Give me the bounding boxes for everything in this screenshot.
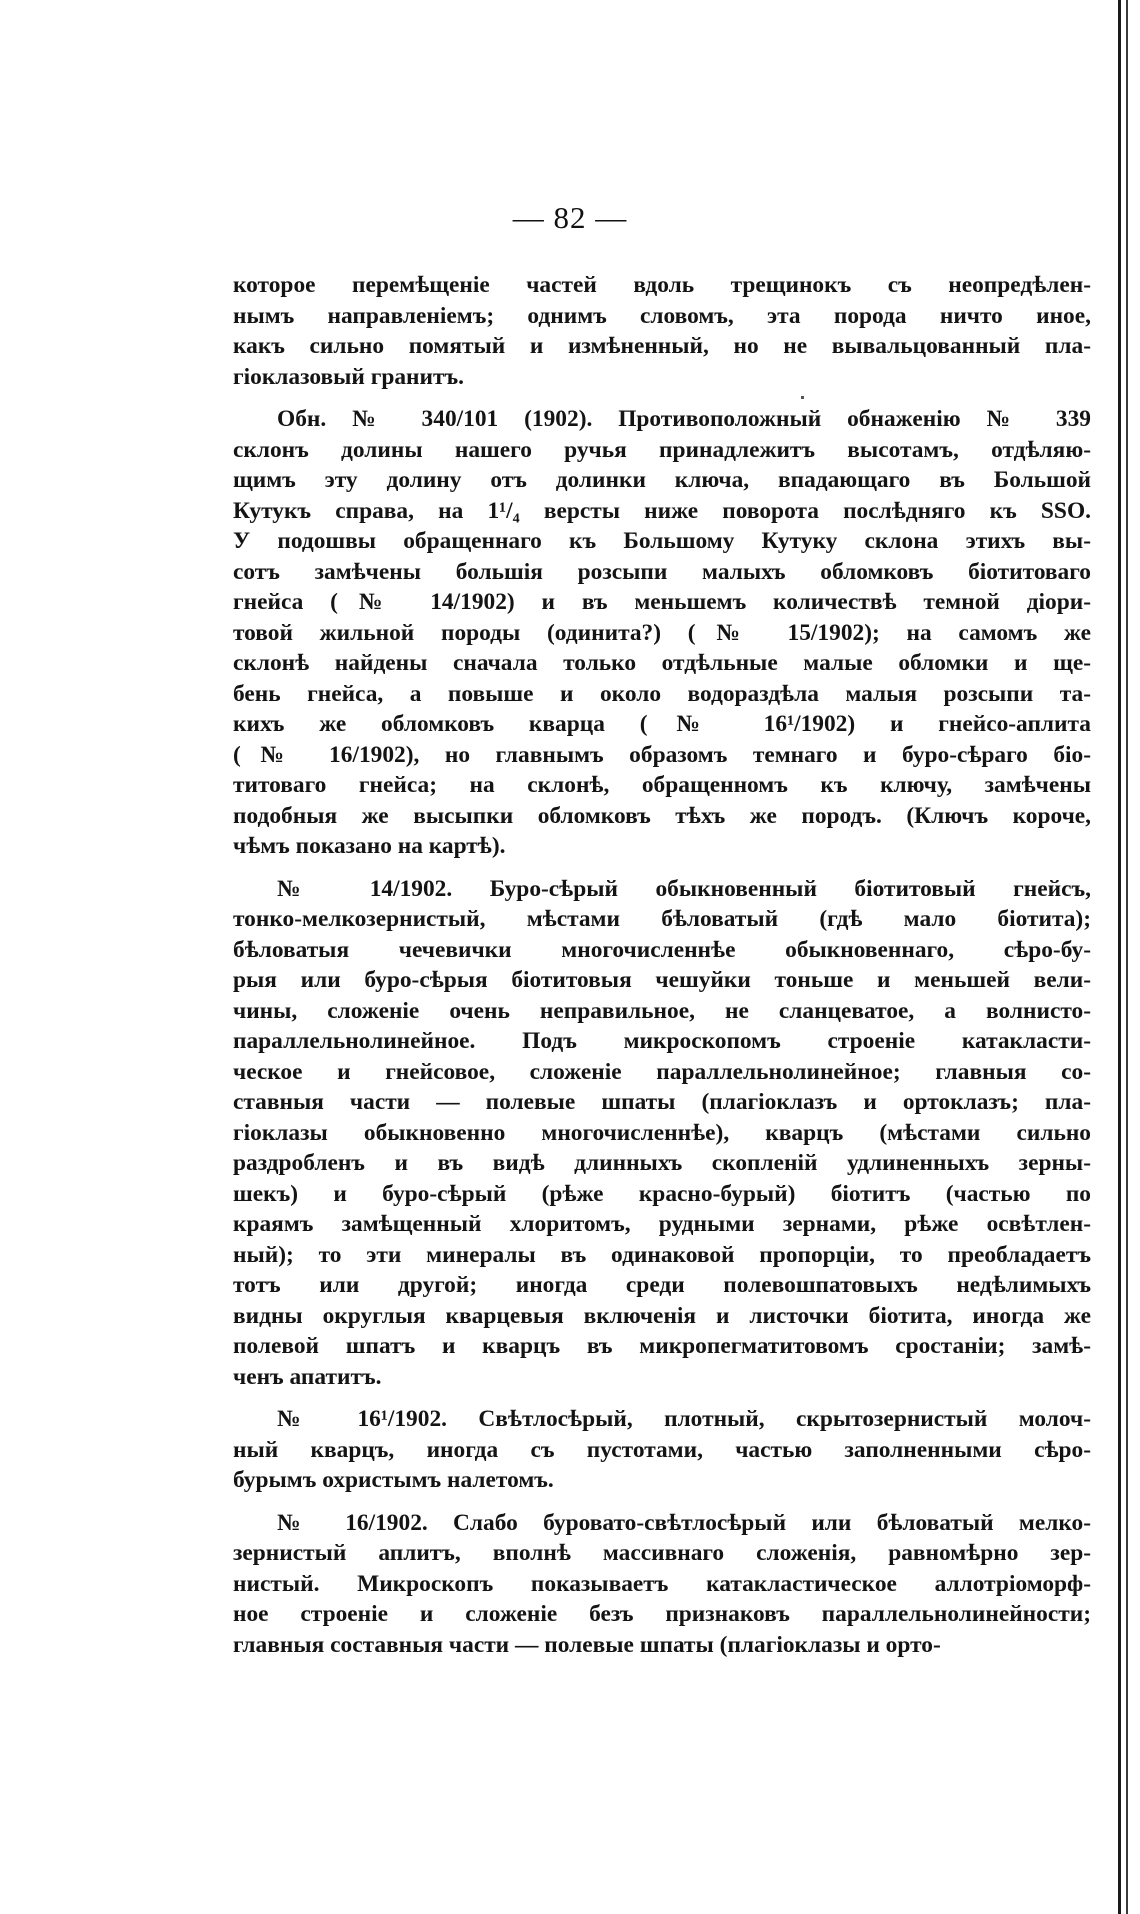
text-line: ное строеніе и сложеніе безъ признаковъ параллельнолинейности; <box>233 1601 1091 1627</box>
text-line: тонко-мелкозернистый, мѣстами бѣловатый (гдѣ мало біотита); <box>233 906 1091 932</box>
text-line: У подошвы обращеннаго къ Большому Кутуку склона этихъ вы- <box>233 528 1091 554</box>
text-line: рыя или буро-сѣрыя біотитовыя чешуйки тоньше и меньшей вели- <box>233 967 1091 993</box>
text-line: ный); то эти минералы въ одинаковой пропорціи, то преобладаетъ <box>233 1241 1091 1268</box>
text-line: нистый. Микроскопъ показываетъ катакластическое аллотріоморф- <box>233 1570 1091 1597</box>
text-line: Обн. № 340/101 (1902). Противоположный обнаженію № 339 <box>277 406 1091 432</box>
text-line: ный кварцъ, иногда съ пустотами, частью заполненными сѣро- <box>233 1436 1091 1463</box>
text-line: зернистый аплитъ, вполнѣ массивнаго сложенія, равномѣрно зер- <box>233 1540 1091 1566</box>
text-line: ченъ апатитъ. <box>233 1363 382 1390</box>
text-line: № 16/1902. Слабо буровато-свѣтлосѣрый или бѣловатый мелко- <box>277 1509 1091 1536</box>
page-number: — 82 — <box>512 200 628 235</box>
text-line: бурымъ охристымъ налетомъ. <box>233 1467 554 1493</box>
text-line: параллельнолинейное. Подъ микроскопомъ строеніе катакласти- <box>233 1028 1091 1054</box>
paragraph <box>233 270 1091 392</box>
text-line: титоваго гнейса; на склонѣ, обращенномъ къ ключу, замѣчены <box>233 772 1091 798</box>
text-line: нымъ направленіемъ; однимъ словомъ, эта порода ничто иное, <box>233 302 1091 329</box>
text-line: тотъ или другой; иногда среди полевошпатовыхъ недѣлимыхъ <box>233 1272 1091 1298</box>
text-line: товой жильной породы (одинита?) (№ 15/1902); на самомъ же <box>233 619 1091 646</box>
text-line: бень гнейса, а повыше и около водораздѣла малыя розсыпи та- <box>233 680 1091 707</box>
text-line: (№ 16/1902), но главнымъ образомъ темнаго и буро-сѣраго біо- <box>233 741 1091 768</box>
text-line: раздробленъ и въ видѣ длинныхъ скопленій удлиненныхъ зерны- <box>233 1150 1091 1176</box>
text-line: № 16¹/1902. Свѣтлосѣрый, плотный, скрытозернистый молоч- <box>277 1406 1091 1432</box>
text-line: полевой шпатъ и кварцъ въ микропегматитовомъ сростаніи; замѣ- <box>233 1333 1091 1359</box>
paragraph <box>233 1508 1091 1661</box>
text-line: которое перемѣщеніе частей вдоль трещинокъ съ неопредѣлен- <box>233 272 1091 298</box>
binding-edge-shadow <box>1118 0 1121 1914</box>
text-line: видны округлыя кварцевыя включенія и листочки біотита, иногда же <box>233 1302 1091 1329</box>
text-line: ческое и гнейсовое, сложеніе параллельнолинейное; главныя со- <box>233 1058 1091 1085</box>
text-line: бѣловатыя чечевички многочисленнѣе обыкновеннаго, сѣро-бу- <box>233 936 1091 963</box>
paragraph <box>233 874 1091 1393</box>
text-line: гіоклазовый гранитъ. <box>233 363 464 390</box>
text-line: № 14/1902. Буро-сѣрый обыкновенный біотитовый гнейсъ, <box>277 875 1091 902</box>
text-line: гнейса (№ 14/1902) и въ меньшемъ количествѣ темной діори- <box>233 589 1091 615</box>
text-line: склонѣ найдены сначала только отдѣльные малые обломки и ще- <box>233 650 1091 676</box>
text-line: какъ сильно помятый и измѣненный, но не вывальцованный пла- <box>233 333 1091 359</box>
text-line: шекъ) и буро-сѣрый (рѣже красно-бурый) біотитъ (частью по <box>233 1180 1091 1207</box>
text-line: краямъ замѣщенный хлоритомъ, рудными зернами, рѣже освѣтлен- <box>233 1211 1091 1237</box>
text-line: склонъ долины нашего ручья принадлежитъ высотамъ, отдѣляю- <box>233 436 1091 463</box>
text-line: чины, сложеніе очень неправильное, не сланцеватое, а волнисто- <box>233 997 1091 1024</box>
text-line: кихъ же обломковъ кварца (№ 16¹/1902) и гнейсо-аплита <box>233 711 1091 737</box>
paragraph <box>233 404 1091 862</box>
text-line: главныя составныя части — полевые шпаты (плагіоклазы и орто- <box>233 1631 941 1658</box>
text-line: сотъ замѣчены большія розсыпи малыхъ обломковъ біотитоваго <box>233 558 1091 585</box>
text-line: чѣмъ показано на картѣ). <box>233 833 506 859</box>
text-line: подобныя же высыпки обломковъ тѣхъ же породъ. (Ключъ короче, <box>233 802 1091 829</box>
body-text <box>233 270 1091 1672</box>
text-line: гіоклазы обыкновенно многочисленнѣе), кварцъ (мѣстами сильно <box>233 1119 1091 1146</box>
text-line: Кутукъ справа, на 1¹/₄ версты ниже поворота послѣдняго къ SSO. <box>233 497 1091 524</box>
binding-edge-line <box>1126 0 1128 1914</box>
text-line: ставныя части — полевые шпаты (плагіоклазъ и ортоклазъ; пла- <box>233 1089 1091 1115</box>
text-line: щимъ эту долину отъ долинки ключа, впадающаго въ Большой <box>233 467 1091 493</box>
paragraph <box>233 1404 1091 1496</box>
